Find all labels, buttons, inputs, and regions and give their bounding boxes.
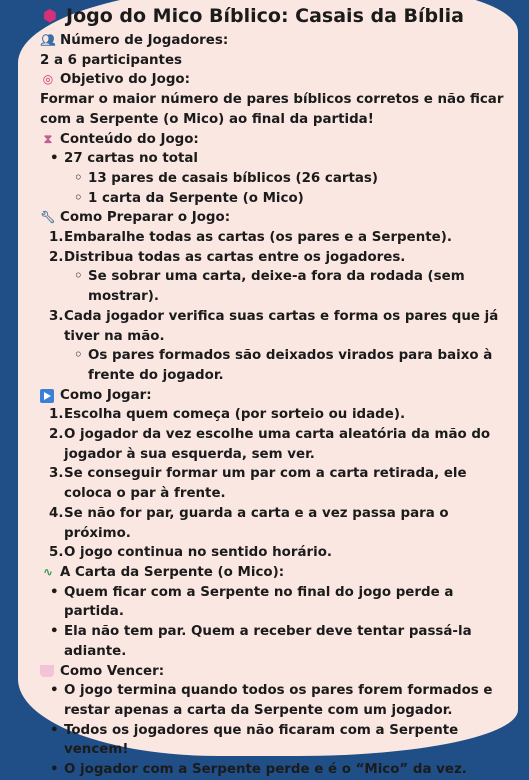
play-heading-text: Como Jogar: [60, 387, 152, 403]
objective-text: Formar o maior número de pares bíblicos corretos e não ficar com a Serpente (o Mico) ao final da partida! [40, 92, 504, 127]
rules-document [40, 3, 511, 780]
box-icon: ⧗ [43, 131, 53, 146]
step-number: 3. [49, 308, 64, 324]
play-steps [40, 405, 511, 563]
contents-total: 27 cartas no total [64, 151, 198, 167]
step-number: 5. [49, 545, 64, 561]
contents-heading-text: Conteúdo do Jogo: [60, 131, 199, 147]
win-heading [40, 662, 511, 682]
step-number: 4. [49, 505, 64, 521]
serpent-list [40, 583, 511, 662]
people-icon: 👥︎ [40, 33, 56, 47]
list-item: • O jogo termina quando todos os pares forem formados e restar apenas a carta da Serpente com um jogador. [40, 681, 511, 720]
setup-steps [40, 228, 511, 386]
list-item: • O jogador com a Serpente perde e é o “Mico” da vez. [40, 760, 511, 780]
list-item: ◦ Os pares formados são deixados virados para baixo à frente do jogador. [40, 346, 511, 385]
step-number: 2. [49, 249, 64, 265]
list-item [40, 248, 511, 307]
dice-icon: ⬢ [43, 6, 57, 25]
trophy-icon [40, 665, 54, 677]
step-number: 1. [49, 407, 64, 423]
list-item [40, 425, 511, 464]
step-number: 3. [49, 466, 64, 482]
win-list [40, 681, 511, 780]
objective-heading-text: Objetivo do Jogo: [60, 72, 190, 88]
step-text: O jogador da vez escolhe uma carta aleatória da mão do jogador à sua esquerda, sem ver. [64, 427, 491, 462]
step-number: 1. [49, 230, 64, 246]
list-item [40, 504, 511, 543]
list-item [40, 405, 511, 425]
title-text: Jogo do Mico Bíblico: Casais da Bíblia [66, 5, 464, 27]
snake-icon: ∿ [42, 564, 54, 579]
players-text: 2 a 6 participantes [40, 52, 183, 68]
list-item: • Ela não tem par. Quem a receber deve tentar passá-la adiante. [40, 622, 511, 661]
contents-list [40, 149, 511, 208]
list-item: ◦ 13 pares de casais bíblicos (26 cartas) [40, 169, 511, 189]
step-number: 2. [49, 427, 64, 443]
step-text: Cada jogador verifica suas cartas e forma os pares que já tiver na mão. [64, 308, 499, 344]
step-text: Se conseguir formar um par com a carta retirada, ele coloca o par à frente. [64, 466, 467, 502]
list-item [40, 228, 511, 248]
step-text: Se não for par, guarda a carta e a vez passa para o próximo. [64, 505, 449, 541]
play-heading [40, 386, 511, 406]
list-item [40, 149, 511, 208]
players-heading [40, 31, 511, 51]
contents-heading [40, 130, 511, 150]
list-item: ◦ Se sobrar uma carta, deixe-a fora da rodada (sem mostrar). [40, 267, 511, 306]
win-heading-text: Como Vencer: [60, 663, 165, 679]
objective-heading [40, 70, 511, 90]
step-text: Escolha quem começa (por sorteio ou idade). [64, 407, 406, 423]
list-item [40, 543, 511, 563]
play-icon [40, 389, 54, 403]
target-icon: ◎ [42, 72, 54, 87]
list-item: • Todos os jogadores que não ficaram com a Serpente vencem! [40, 721, 511, 760]
list-item [40, 464, 511, 503]
step-text: Distribua todas as cartas entre os jogadores. [64, 249, 406, 265]
list-item [40, 307, 511, 386]
list-item: • Quem ficar com a Serpente no final do jogo perde a partida. [40, 583, 511, 622]
setup-heading-text: Como Preparar o Jogo: [60, 210, 231, 226]
list-item: ◦ 1 carta da Serpente (o Mico) [40, 189, 511, 209]
serpent-heading-text: A Carta da Serpente (o Mico): [60, 564, 285, 580]
step-text: O jogo continua no sentido horário. [64, 545, 332, 561]
players-heading-text: Número de Jogadores: [60, 33, 229, 48]
step-text: Embaralhe todas as cartas (os pares e a Serpente). [64, 230, 452, 246]
page-title [40, 3, 511, 29]
wrench-icon: 🔧︎ [40, 210, 56, 225]
setup-heading [40, 208, 511, 228]
serpent-heading [40, 563, 511, 583]
